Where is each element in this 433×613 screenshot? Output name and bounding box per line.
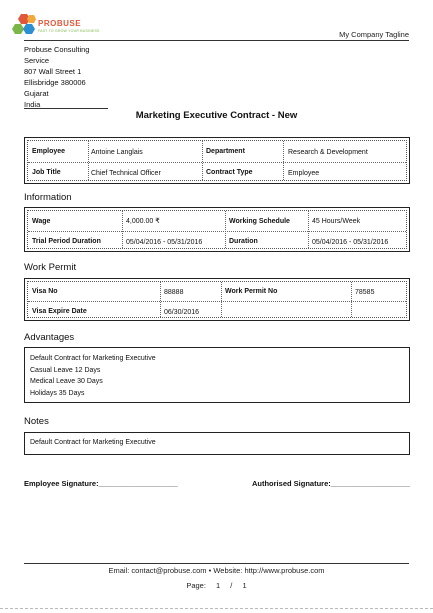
visa-no-value: 88888 <box>164 289 184 296</box>
work-permit-no-value: 78585 <box>355 289 375 296</box>
page-separator: / <box>230 581 233 590</box>
page-total: 1 <box>242 581 247 590</box>
company-address <box>24 44 89 110</box>
employee-signature: Employee Signature:___________________ <box>24 479 178 488</box>
advantage-item: Holidays 35 Days <box>30 389 85 397</box>
footer-contact: Email: contact@probuse.com • Website: http://www.probuse.com <box>108 566 325 575</box>
company-tagline: My Company Tagline <box>339 30 409 39</box>
trial-period-label: Trial Period Duration <box>32 238 101 245</box>
employee-label: Employee <box>32 148 66 155</box>
duration-value: 05/04/2016 - 05/31/2016 <box>312 239 389 246</box>
job-title-value: Chief Technical Officer <box>91 170 161 177</box>
contract-summary-table <box>24 137 410 184</box>
document-title: Marketing Executive Contract - New <box>135 110 298 121</box>
working-schedule-label: Working Schedule <box>229 218 290 225</box>
header-divider <box>24 40 409 41</box>
logo-wordmark: PROBUSE <box>38 19 82 28</box>
page-label: Page: <box>186 581 206 590</box>
address-line: India <box>24 100 41 109</box>
department-value: Research & Development <box>288 149 368 156</box>
visa-expire-label: Visa Expire Date <box>32 308 87 315</box>
logo-hexagons-icon <box>12 12 38 38</box>
address-line: Probuse Consulting <box>24 45 90 54</box>
page-number <box>0 581 433 590</box>
wage-label: Wage <box>32 218 51 225</box>
notes-heading: Notes <box>24 416 49 427</box>
address-line: Gujarat <box>24 89 49 98</box>
address-line: Service <box>24 56 50 65</box>
work-permit-heading: Work Permit <box>24 262 77 273</box>
notes-text: Default Contract for Marketing Executive <box>30 439 156 446</box>
advantage-item: Medical Leave 30 Days <box>30 378 103 385</box>
page-edge <box>0 608 433 609</box>
working-schedule-value: 45 Hours/Week <box>312 218 361 225</box>
page-current: 1 <box>216 581 221 590</box>
address-underline <box>24 108 108 109</box>
trial-period-value: 05/04/2016 - 05/31/2016 <box>126 239 203 246</box>
visa-no-label: Visa No <box>32 288 58 295</box>
advantage-item: Casual Leave 12 Days <box>30 366 101 374</box>
address-line: Ellisbridge 380006 <box>24 78 86 87</box>
contract-type-label: Contract Type <box>206 169 253 176</box>
visa-expire-value: 06/30/2016 <box>164 309 200 316</box>
information-table <box>24 207 410 252</box>
work-permit-no-label: Work Permit No <box>225 288 278 295</box>
advantages-heading: Advantages <box>24 332 75 343</box>
advantage-item: Default Contract for Marketing Executive <box>30 355 156 362</box>
footer-divider <box>24 563 409 564</box>
advantages-list <box>30 353 156 399</box>
employee-value: Antoine Langlais <box>91 149 143 156</box>
job-title-label: Job Title <box>32 169 61 176</box>
work-permit-table <box>24 278 410 321</box>
wage-value: 4,000.00 ₹ <box>126 218 160 225</box>
information-heading: Information <box>24 192 72 203</box>
authorised-signature: Authorised Signature:___________________ <box>251 479 410 488</box>
logo-tagline: FAST TO GROW YOUR BUSINESS <box>38 29 100 33</box>
duration-label: Duration <box>229 238 258 245</box>
contract-type-value: Employee <box>288 170 320 177</box>
address-line: 807 Wall Street 1 <box>24 67 82 76</box>
department-label: Department <box>206 148 245 155</box>
